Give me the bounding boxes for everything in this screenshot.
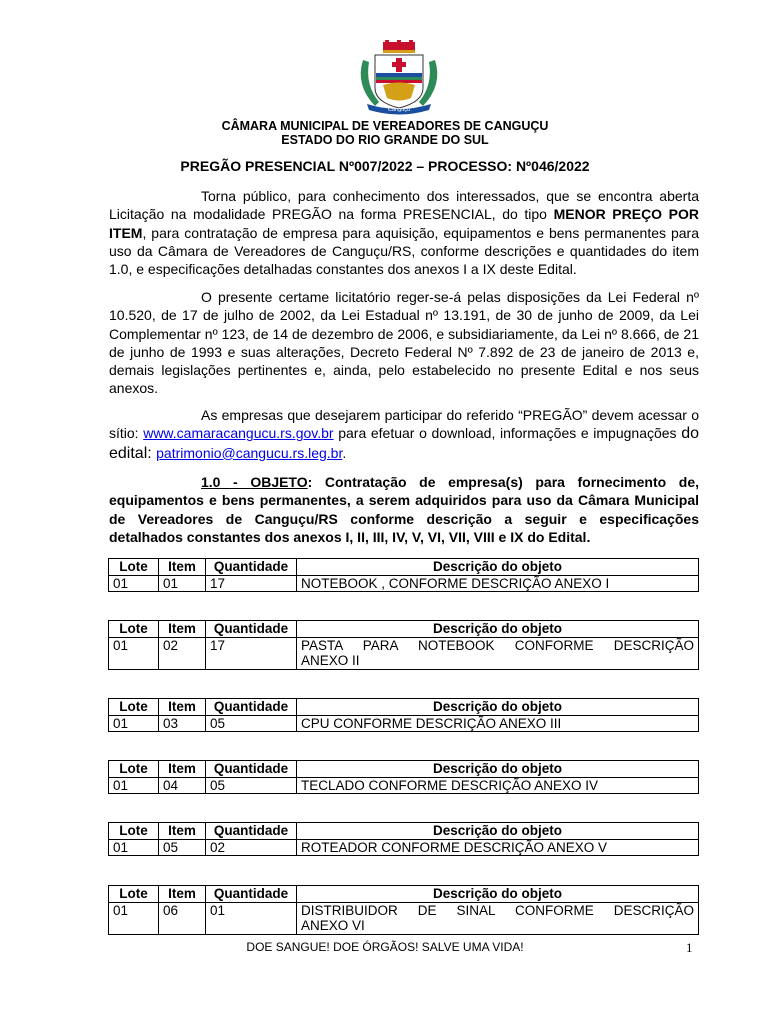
header-lote: Lote bbox=[109, 699, 159, 716]
access-paragraph bbox=[109, 406, 699, 463]
header-quantidade: Quantidade bbox=[206, 823, 297, 840]
item-table-5 bbox=[108, 822, 699, 856]
item-table-2 bbox=[108, 620, 699, 670]
cell-descricao-line2: ANEXO VI bbox=[301, 918, 365, 933]
access-text-c: do edital: bbox=[109, 425, 699, 462]
cell-item: 04 bbox=[159, 777, 206, 794]
header-descricao: Descrição do objeto bbox=[297, 761, 699, 778]
header-descricao: Descrição do objeto bbox=[297, 621, 699, 638]
access-text-a: As empresas que desejarem participar do referido “PREGÃO” devem acessar o sítio: bbox=[109, 407, 699, 442]
cell-item: 06 bbox=[159, 902, 206, 934]
access-text-b: para efetuar o download, informações e impugnações bbox=[333, 425, 682, 442]
header-quantidade: Quantidade bbox=[206, 761, 297, 778]
table-row bbox=[109, 715, 699, 732]
cell-quantidade: 02 bbox=[206, 839, 297, 856]
header-lote: Lote bbox=[109, 823, 159, 840]
header-descricao: Descrição do objeto bbox=[297, 886, 699, 903]
header-item: Item bbox=[159, 761, 206, 778]
objeto-label: OBJETO bbox=[250, 474, 308, 490]
header-lote: Lote bbox=[109, 621, 159, 638]
objeto-paragraph bbox=[109, 473, 699, 546]
table-row bbox=[109, 839, 699, 856]
cell-lote: 01 bbox=[109, 777, 159, 794]
intro-text-b: , para contratação de empresa para aquisição, equipamentos e bens permanentes para uso da Câmara de Vereadores de Canguçu/RS, conforme descrições e quantidades do item 1.0, e especificações detalhadas constantes dos anexos I a IX deste Edital. bbox=[109, 224, 699, 278]
header-line-2: ESTADO DO RIO GRANDE DO SUL bbox=[281, 133, 489, 147]
objeto-text: : Contratação de empresa(s) para fornecimento de, equipamentos e bens permanentes, a serem adquiridos para uso da Câmara Municipal de Vereadores de Canguçu/RS conforme descrição a seguir e especificações detalhados constantes dos anexos I, II, III, IV, V, VI, VII, VIII e IX do Edital. bbox=[109, 474, 699, 545]
intro-text-a: Torna público, para conhecimento dos interessados, que se encontra aberta Licitação na modalidade PREGÃO na forma PRESENCIAL, do tipo bbox=[109, 188, 699, 223]
website-link[interactable]: www.camaracangucu.rs.gov.br bbox=[143, 425, 334, 442]
objeto-dash: - bbox=[220, 474, 251, 490]
intro-paragraph bbox=[109, 187, 699, 278]
header-lote: Lote bbox=[109, 761, 159, 778]
header-descricao: Descrição do objeto bbox=[297, 559, 699, 576]
header-quantidade: Quantidade bbox=[206, 621, 297, 638]
item-table-6 bbox=[108, 885, 699, 935]
header-descricao: Descrição do objeto bbox=[297, 823, 699, 840]
legal-basis-paragraph bbox=[109, 288, 699, 398]
cell-lote: 01 bbox=[109, 575, 159, 592]
item-table-3 bbox=[108, 698, 699, 732]
cell-descricao bbox=[297, 902, 699, 934]
cell-quantidade: 17 bbox=[206, 575, 297, 592]
cell-quantidade: 05 bbox=[206, 777, 297, 794]
cell-lote: 01 bbox=[109, 637, 159, 669]
table-row bbox=[109, 902, 699, 934]
header-item: Item bbox=[159, 699, 206, 716]
cell-descricao: TECLADO CONFORME DESCRIÇÃO ANEXO IV bbox=[297, 777, 699, 794]
header-item: Item bbox=[159, 886, 206, 903]
access-text-d: . bbox=[342, 444, 347, 461]
header-quantidade: Quantidade bbox=[206, 886, 297, 903]
cell-quantidade: 05 bbox=[206, 715, 297, 732]
objeto-number: 1.0 bbox=[201, 474, 221, 490]
header-item: Item bbox=[159, 559, 206, 576]
footer-slogan: DOE SANGUE! DOE ÓRGÃOS! SALVE UMA VIDA! bbox=[246, 940, 524, 954]
cell-lote: 01 bbox=[109, 715, 159, 732]
table-row bbox=[109, 575, 699, 592]
cell-descricao-line1: PASTA PARA NOTEBOOK CONFORME DESCRIÇÃO bbox=[301, 637, 694, 653]
municipal-coat-of-arms-logo bbox=[353, 40, 445, 116]
cell-descricao bbox=[297, 637, 699, 669]
document-title: PREGÃO PRESENCIAL Nº007/2022 – PROCESSO: Nº046/2022 bbox=[180, 158, 590, 174]
page-number: 1 bbox=[686, 940, 693, 955]
cell-item: 01 bbox=[159, 575, 206, 592]
cell-descricao: NOTEBOOK , CONFORME DESCRIÇÃO ANEXO I bbox=[297, 575, 699, 592]
header-item: Item bbox=[159, 621, 206, 638]
cell-item: 02 bbox=[159, 637, 206, 669]
header-quantidade: Quantidade bbox=[206, 699, 297, 716]
cell-lote: 01 bbox=[109, 839, 159, 856]
intro-text-bold: MENOR PREÇO POR ITEM bbox=[109, 206, 700, 241]
cell-quantidade: 17 bbox=[206, 637, 297, 669]
cell-item: 03 bbox=[159, 715, 206, 732]
email-link[interactable]: patrimonio@cangucu.rs.leg.br bbox=[156, 444, 343, 461]
header-descricao: Descrição do objeto bbox=[297, 699, 699, 716]
header-item: Item bbox=[159, 823, 206, 840]
legal-basis-text: O presente certame licitatório reger-se-á pelas disposições da Lei Federal nº 10.520, de 17 de julho de 2002, da Lei Estadual nº 13.191, de 30 de junho de 2009, da Lei Complementar nº 123, de 14 de dezembro de 2006, e subsidiariamente, da Lei nº 8.666, de 21 de junho de 1993 e suas alterações, Decreto Federal Nº 7.892 de 23 de janeiro de 2013 e, demais legislações pertinentes e, ainda, pelo estabelecido no presente Edital e nos seus anexos. bbox=[109, 289, 699, 397]
header-lote: Lote bbox=[109, 559, 159, 576]
logo-ribbon-text: Canguçu bbox=[387, 107, 411, 113]
table-row bbox=[109, 777, 699, 794]
cell-item: 05 bbox=[159, 839, 206, 856]
cell-descricao: ROTEADOR CONFORME DESCRIÇÃO ANEXO V bbox=[297, 839, 699, 856]
cell-descricao-line2: ANEXO II bbox=[301, 653, 360, 668]
cell-descricao-line1: DISTRIBUIDOR DE SINAL CONFORME DESCRIÇÃO bbox=[301, 902, 694, 918]
cell-descricao: CPU CONFORME DESCRIÇÃO ANEXO III bbox=[297, 715, 699, 732]
header-lote: Lote bbox=[109, 886, 159, 903]
header-quantidade: Quantidade bbox=[206, 559, 297, 576]
cell-lote: 01 bbox=[109, 902, 159, 934]
header-line-1: CÂMARA MUNICIPAL DE VEREADORES DE CANGUÇU bbox=[221, 119, 549, 133]
table-row bbox=[109, 637, 699, 669]
item-table-1 bbox=[108, 558, 699, 592]
item-table-4 bbox=[108, 760, 699, 794]
cell-quantidade: 01 bbox=[206, 902, 297, 934]
